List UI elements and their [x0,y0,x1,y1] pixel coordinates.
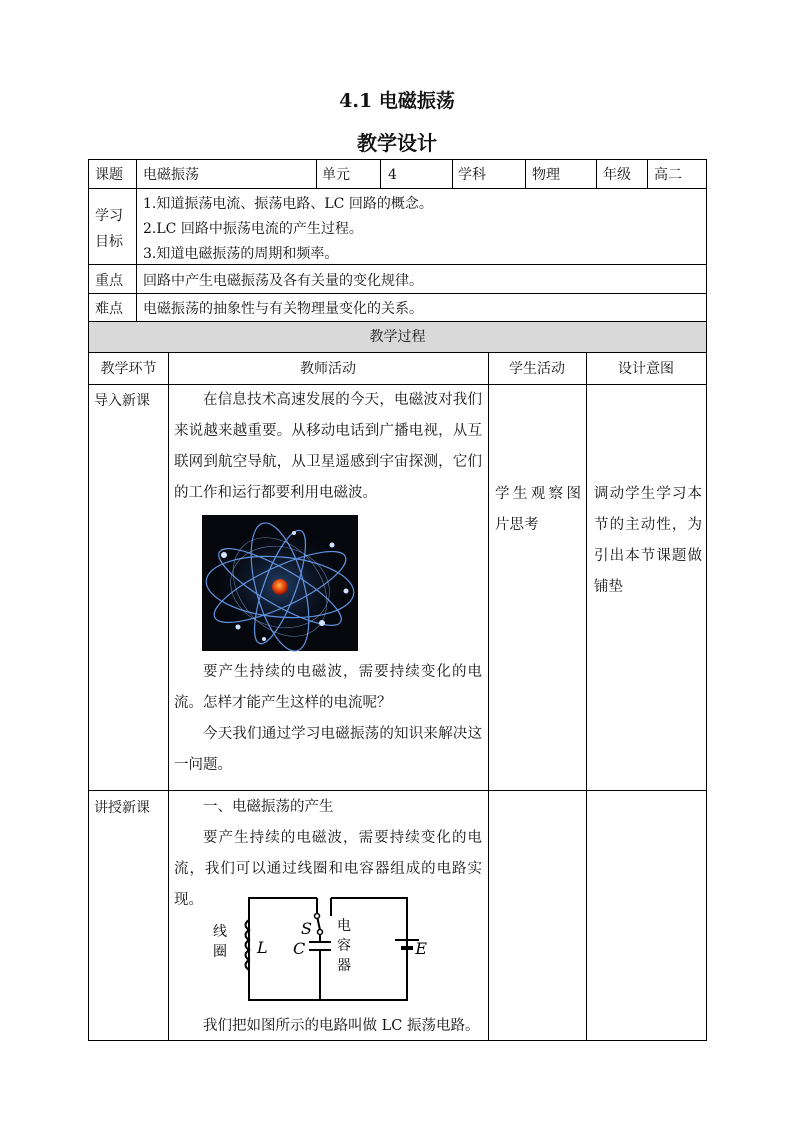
intro-paragraph-2: 要产生持续的电磁波，需要持续变化的电流。怎样才能产生这样的电流呢？ [174,664,482,711]
capacitor-label: 器 [337,958,351,974]
stage-new-lesson: 讲授新课 [94,800,150,816]
stage-intro: 导入新课 [94,393,150,409]
section-heading: 一、电磁振荡的产生 [203,799,334,815]
subject-value: 物理 [532,167,560,183]
intro-paragraph-3: 今天我们通过学习电磁振荡的知识来解决这一问题。 [174,726,482,773]
intro-design-intent: 调动学生学习本节的主动性，为引出本节课题做铺垫 [594,486,702,595]
objective-item: 3.知道电磁振荡的周期和频率。 [143,246,339,262]
document-title: 4.1 电磁振荡 [339,90,455,112]
intro-student-activity: 学生观察图片思考 [495,486,581,533]
col-header-stage: 教学环节 [100,361,157,377]
topic-label: 课题 [95,167,123,183]
difficulty-label: 难点 [95,301,123,317]
key-point-label: 重点 [95,273,123,289]
intro-paragraph-1: 在信息技术高速发展的今天，电磁波对我们来说越来越重要。从移动电话到广播电视，从互联网到航空导航，从卫星遥感到宇宙探测，它们的工作和运行都要利用电磁波。 [174,392,482,501]
source-symbol: E [415,939,427,958]
objective-item: 1.知道振荡电流、振荡电路、LC 回路的概念。 [143,196,433,212]
capacitor-label: 容 [337,938,351,954]
switch-symbol: S [301,919,312,938]
subject-label: 学科 [458,167,486,183]
col-header-teacher: 教师活动 [300,361,356,377]
topic-value: 电磁振荡 [143,167,199,183]
grade-value: 高二 [654,167,682,183]
unit-value: 4 [388,167,397,183]
unit-label: 单元 [322,167,350,183]
coil-label: 线 [213,924,227,940]
objectives-label-2: 目标 [95,234,123,250]
new-paragraph-2: 我们把如图所示的电路叫做 LC 振荡电路。 [203,1018,480,1034]
objectives-label-1: 学习 [95,208,123,224]
coil-label: 圈 [213,944,227,960]
col-header-student: 学生活动 [509,361,565,377]
lc-circuit-diagram [205,890,425,1008]
process-heading: 教学过程 [369,329,426,345]
document-subtitle: 教学设计 [357,131,437,155]
coil-symbol: L [257,938,268,957]
objective-item: 2.LC 回路中振荡电流的产生过程。 [143,221,363,237]
col-header-intent: 设计意图 [618,361,674,377]
capacitor-symbol: C [293,939,306,958]
key-point-value: 回路中产生电磁振荡及各有关量的变化规律。 [143,273,423,289]
new-paragraph-1: 要产生持续的电磁波，需要持续变化的电流，我们可以通过线圈和电容器组成的电路实现。 [174,830,482,908]
difficulty-value: 电磁振荡的抽象性与有关物理量变化的关系。 [143,301,423,317]
capacitor-label: 电 [337,918,351,934]
grade-label: 年级 [603,167,631,183]
atom-illustration [202,515,358,651]
